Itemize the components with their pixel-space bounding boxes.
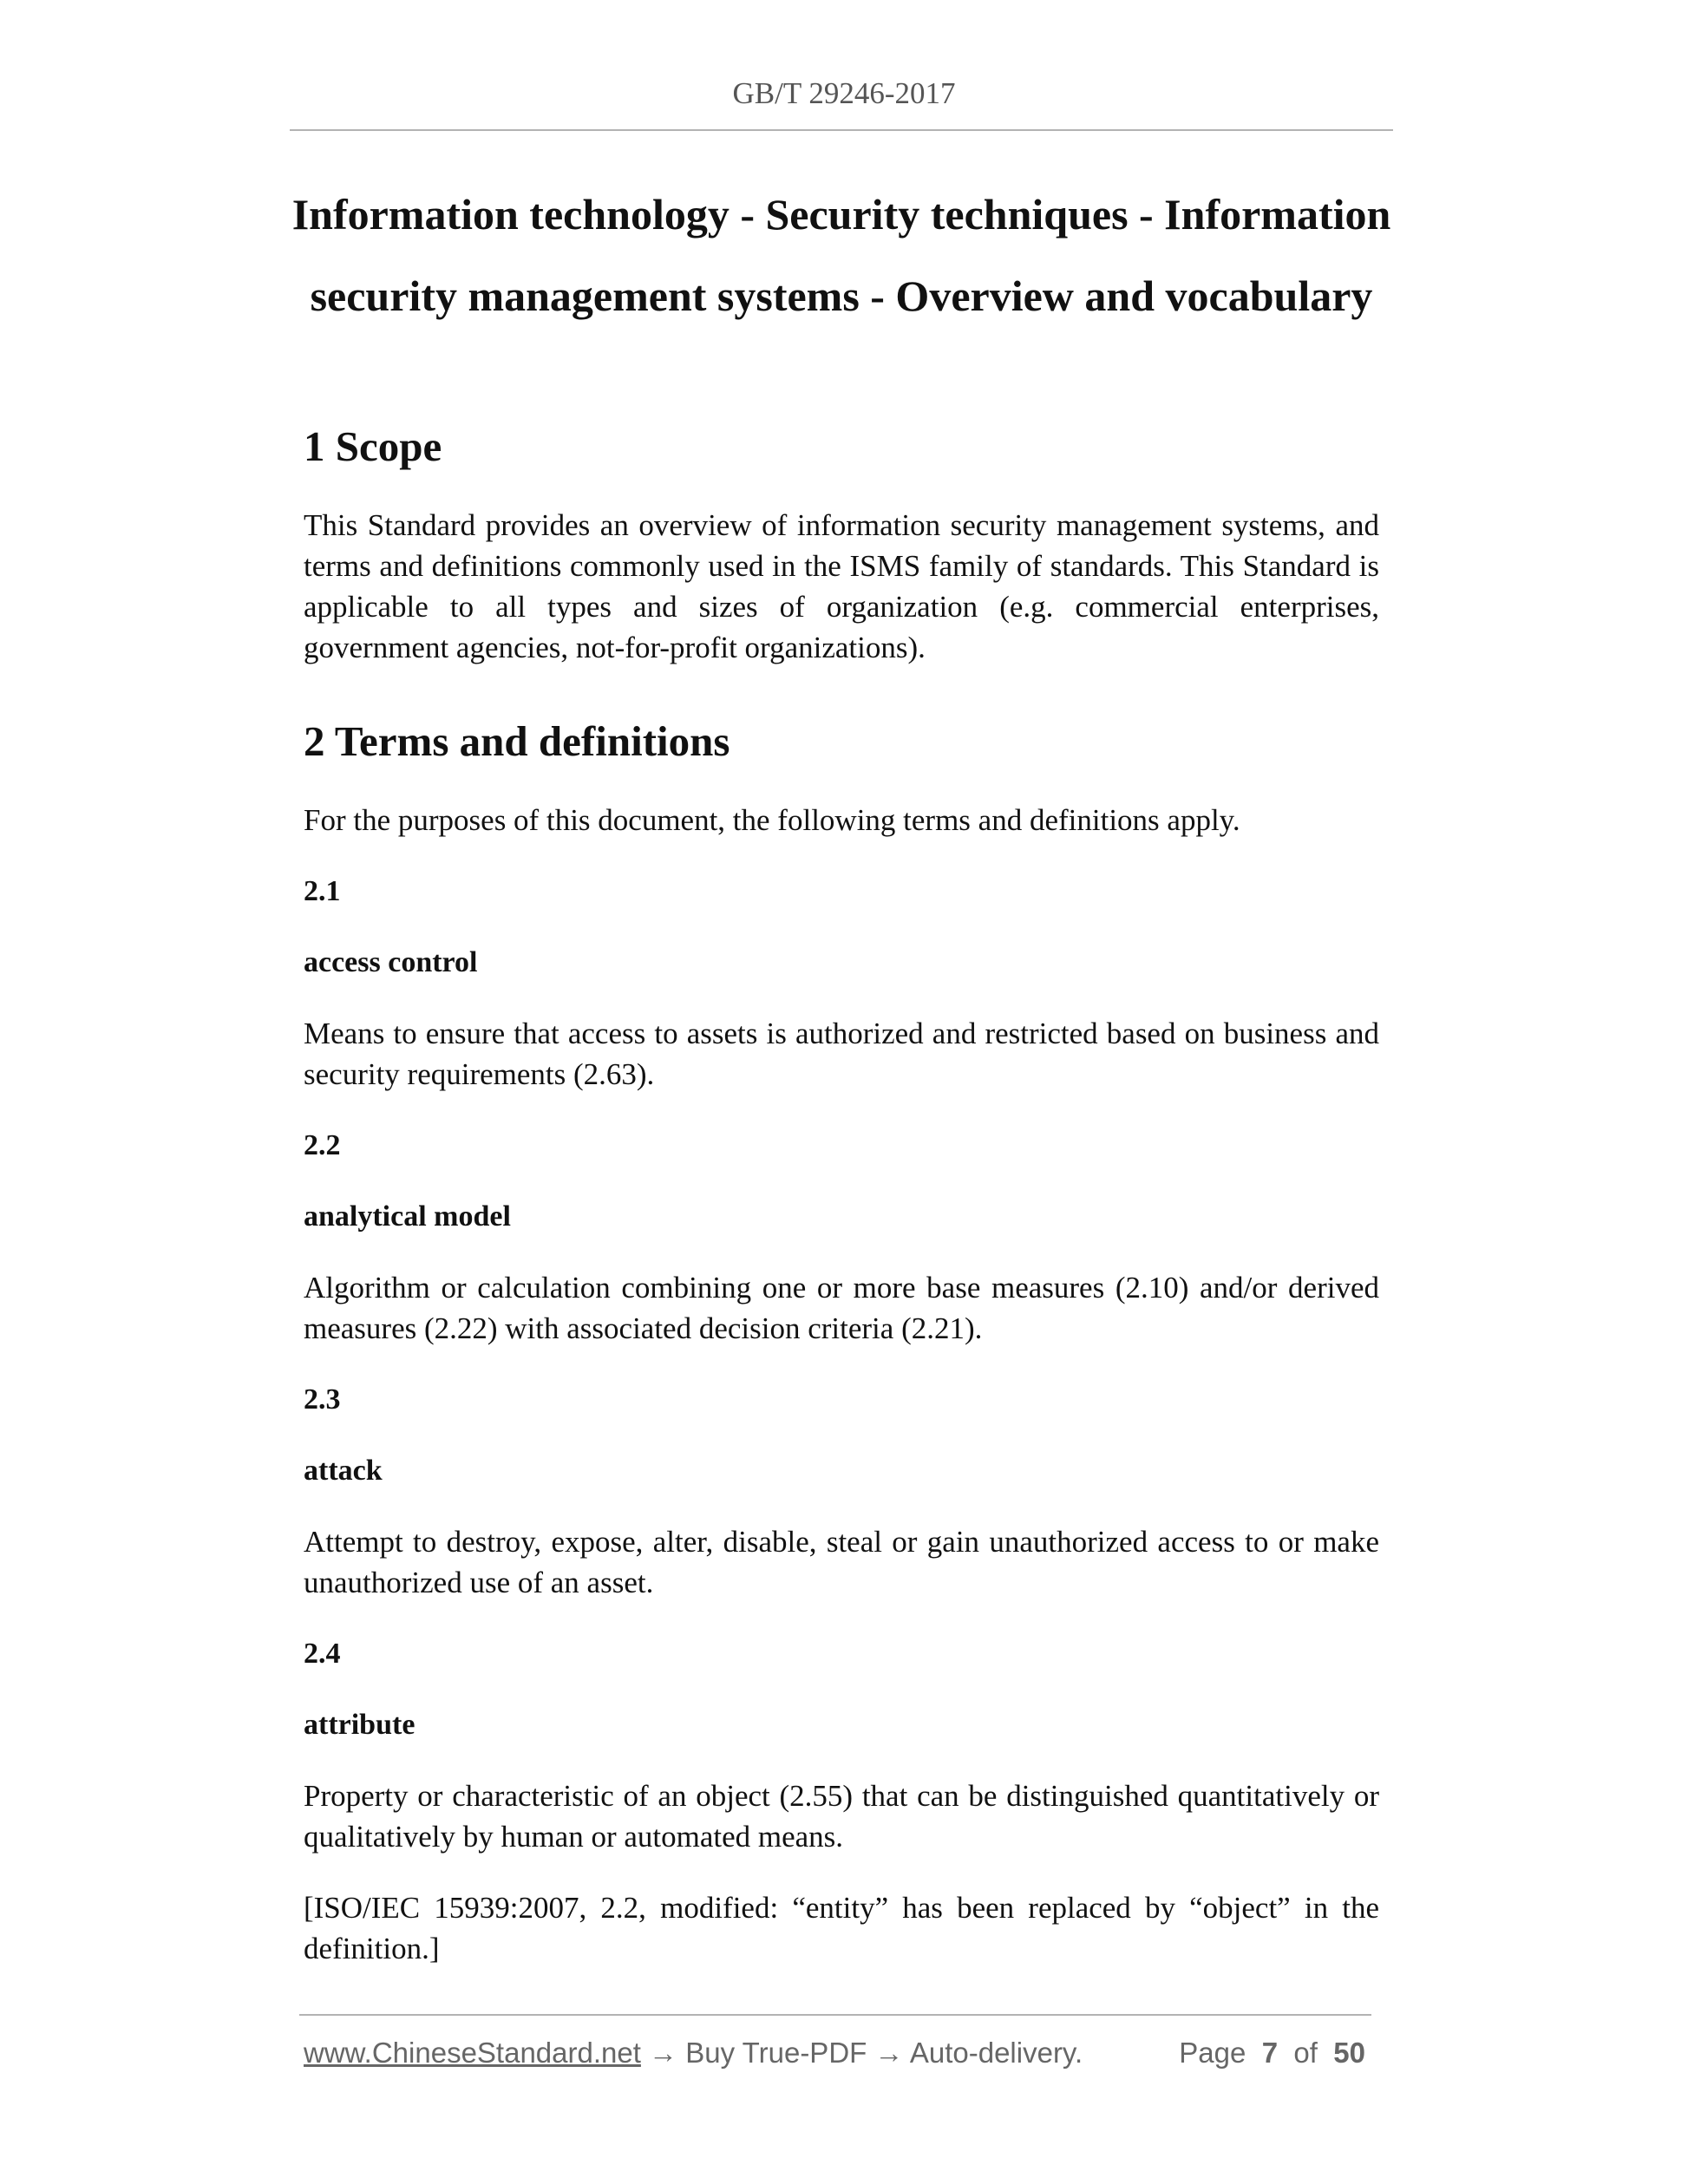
standard-code-header: GB/T 29246-2017 (732, 76, 956, 110)
buy-true-pdf-text: Buy True-PDF (685, 2037, 867, 2069)
term-definition-access-control: Means to ensure that access to assets is authorized and restricted based on business and security requirements (2.63). (304, 1017, 1379, 1091)
term-name-analytical-model: analytical model (304, 1200, 511, 1233)
total-pages-number: 50 (1333, 2037, 1365, 2069)
term-definition-analytical-model: Algorithm or calculation combining one or more base measures (2.10) and/or derived measures (2.22) with associated decision criteria (2.21). (304, 1271, 1379, 1345)
page-label: Page (1179, 2037, 1246, 2069)
document-title-line-2: security management systems - Overview and vocabulary (310, 271, 1373, 320)
term-definition-attribute: Property or characteristic of an object (2.55) that can be distinguished quantitatively or qualitatively by human or automated means. (304, 1779, 1379, 1854)
term-number-2-1: 2.1 (304, 875, 341, 907)
document-title-line-1: Information technology - Security techniques - Information (291, 190, 1391, 239)
footer-divider (299, 2014, 1371, 2016)
document-title (290, 173, 1393, 337)
section-heading-terms: 2 Terms and definitions (304, 717, 730, 765)
current-page-number: 7 (1261, 2037, 1279, 2069)
header-divider (290, 129, 1393, 131)
arrow-right-icon: → (874, 2037, 904, 2069)
term-name-attribute: attribute (304, 1709, 415, 1741)
chinesestandard-link[interactable]: www.ChineseStandard.net (304, 2037, 641, 2069)
arrow-right-icon: → (649, 2037, 678, 2069)
term-number-2-2: 2.2 (304, 1129, 341, 1161)
terms-intro-paragraph: For the purposes of this document, the following terms and definitions apply. (304, 803, 1240, 837)
of-label: of (1293, 2037, 1318, 2069)
section-heading-scope: 1 Scope (304, 422, 442, 470)
footer-promo (304, 2034, 1083, 2072)
auto-delivery-text: Auto-delivery. (909, 2037, 1083, 2069)
term-name-access-control: access control (304, 946, 478, 978)
term-number-2-4: 2.4 (304, 1638, 341, 1670)
scope-paragraph: This Standard provides an overview of information security management systems, and terms and definitions commonly used in the ISMS family of standards. This Standard is applicable to all types and sizes of organization (e.g. commercial enterprises, government agencies, not-for-profit organizations). (304, 508, 1379, 664)
term-number-2-3: 2.3 (304, 1383, 341, 1416)
term-definition-attack: Attempt to destroy, expose, alter, disable, steal or gain unauthorized access to or make unauthorized use of an asset. (304, 1525, 1379, 1599)
page-footer (304, 2034, 1371, 2072)
document-body (304, 408, 1379, 1969)
page-indicator (1179, 2034, 1365, 2072)
term-name-attack: attack (304, 1455, 383, 1487)
term-source-note-attribute: [ISO/IEC 15939:2007, 2.2, modified: “entity” has been replaced by “object” in the definition.] (304, 1891, 1379, 1965)
